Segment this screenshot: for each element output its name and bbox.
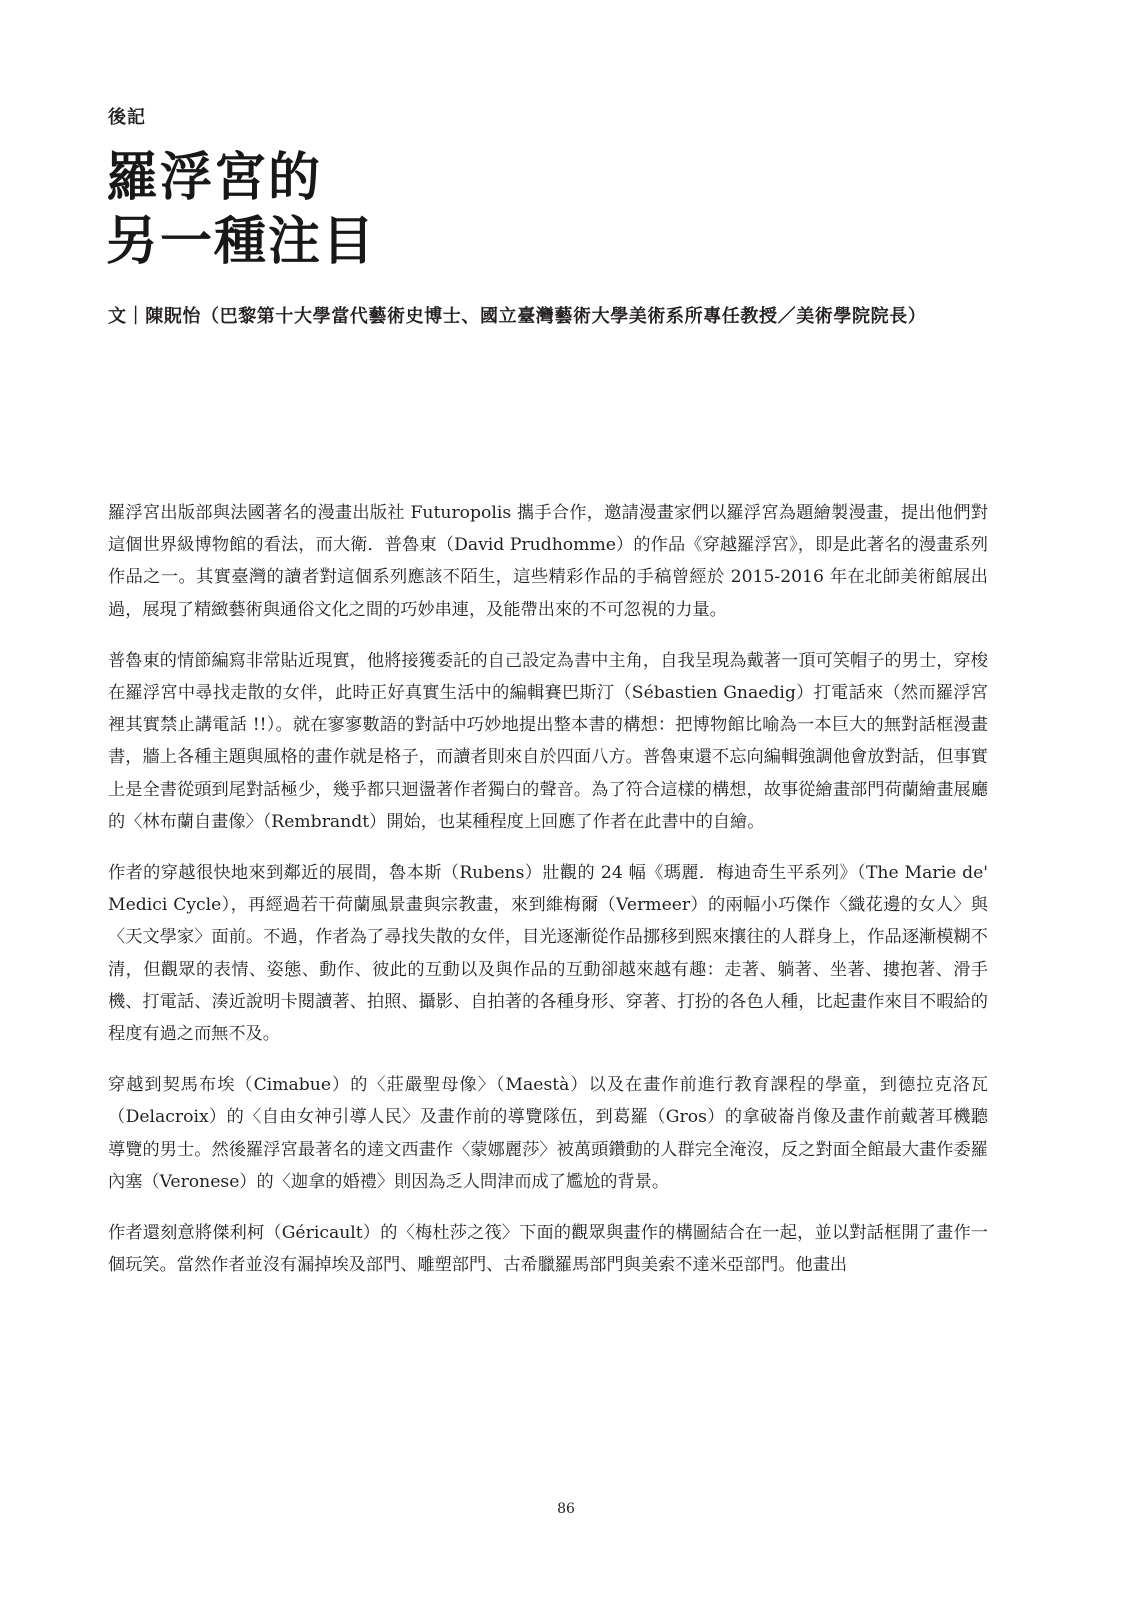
article-title bbox=[106, 146, 376, 274]
paragraph: 作者的穿越很快地來到鄰近的展間，魯本斯（Rubens）壯觀的 24 幅《瑪麗．梅迪奇生平系列》（The Marie de' Medici Cycle），再經過若干荷蘭風景畫與宗教畫，來到維梅爾（Vermeer）的兩幅小巧傑作〈織花邊的女人〉與〈天文學家〉面前。不過，作者為了尋找失散的女伴，目光逐漸從作品挪移到熙來攘往的人群身上，作品逐漸模糊不清，但觀眾的表情、姿態、動作、彼此的互動以及與作品的互動卻越來越有趣：走著、躺著、坐著、摟抱著、滑手機、打電話、湊近說明卡閱讀著、拍照、攝影、自拍著的各種身形、穿著、打扮的各色人種，比起畫作來目不暇給的程度有過之而無不及。 bbox=[108, 863, 988, 1045]
paragraph: 穿越到契馬布埃（Cimabue）的〈莊嚴聖母像〉（Maestà）以及在畫作前進行教育課程的學童，到德拉克洛瓦（Delacroix）的〈自由女神引導人民〉及畫作前的導覽隊伍，到葛羅（Gros）的拿破崙肖像及畫作前戴著耳機聽導覽的男士。然後羅浮宮最著名的達文西畫作〈蒙娜麗莎〉被萬頭鑽動的人群完全淹沒，反之對面全館最大畫作委羅內塞（Veronese）的〈迦拿的婚禮〉則因為乏人問津而成了尷尬的背景。 bbox=[108, 1075, 988, 1192]
section-label: 後記 bbox=[108, 107, 146, 128]
article-body bbox=[108, 497, 988, 1300]
title-line-1: 羅浮宮的 bbox=[106, 147, 323, 208]
page-number: 86 bbox=[557, 1501, 575, 1517]
author-byline: 文｜陳貺怡（巴黎第十大學當代藝術史博士、國立臺灣藝術大學美術系所專任教授／美術學院院長） bbox=[108, 306, 927, 327]
title-line-2: 另一種注目 bbox=[106, 211, 377, 272]
paragraph: 羅浮宮出版部與法國著名的漫畫出版社 Futuropolis 攜手合作，邀請漫畫家們以羅浮宮為題繪製漫畫，提出他們對這個世界級博物館的看法，而大衛．普魯東（David Prudhomme）的作品《穿越羅浮宮》，即是此著名的漫畫系列作品之一。其實臺灣的讀者對這個系列應該不陌生，這些精彩作品的手稿曾經於 2015-2016 年在北師美術館展出過，展現了精緻藝術與通俗文化之間的巧妙串連，及能帶出來的不可忽視的力量。 bbox=[108, 503, 988, 620]
paragraph: 普魯東的情節編寫非常貼近現實，他將接獲委託的自己設定為書中主角，自我呈現為戴著一頂可笑帽子的男士，穿梭在羅浮宮中尋找走散的女伴，此時正好真實生活中的編輯賽巴斯汀（Sébastien Gnaedig）打電話來（然而羅浮宮裡其實禁止講電話 !!）。就在寥寥數語的對話中巧妙地提出整本書的構想：把博物館比喻為一本巨大的無對話框漫畫書，牆上各種主題與風格的畫作就是格子，而讀者則來自於四面八方。普魯東還不忘向編輯強調他會放對話，但事實上是全書從頭到尾對話極少，幾乎都只迴盪著作者獨白的聲音。為了符合這樣的構想，故事從繪畫部門荷蘭繪畫展廳的〈林布蘭自畫像〉（Rembrandt）開始，也某種程度上回應了作者在此書中的自繪。 bbox=[108, 650, 988, 832]
paragraph: 作者還刻意將傑利柯（Géricault）的〈梅杜莎之筏〉下面的觀眾與畫作的構圖結合在一起，並以對話框開了畫作一個玩笑。當然作者並沒有漏掉埃及部門、雕塑部門、古希臘羅馬部門與美索不達米亞部門。他畫出 bbox=[108, 1223, 988, 1276]
